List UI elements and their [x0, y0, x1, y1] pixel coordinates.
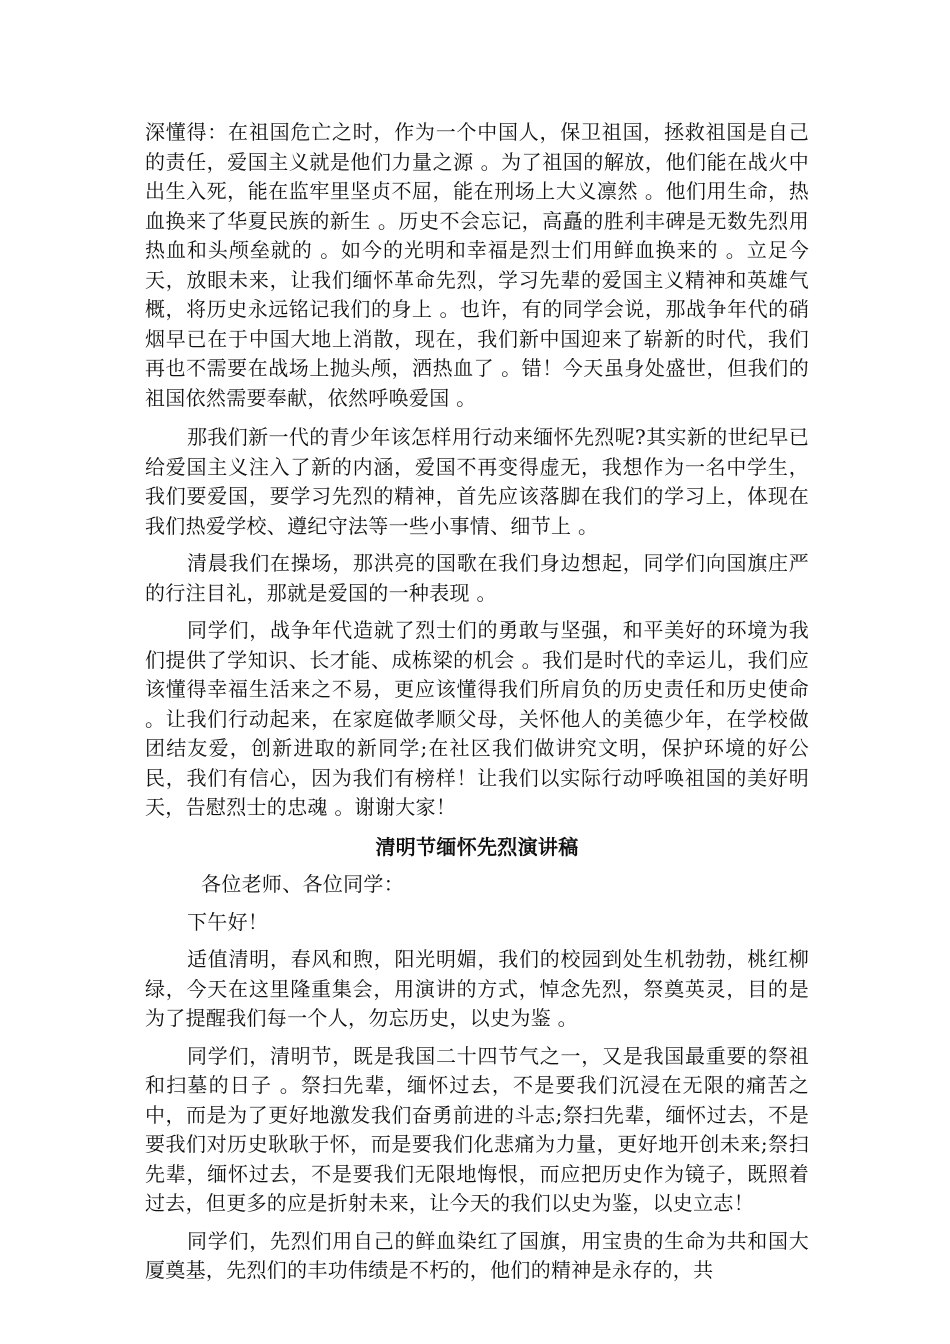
- paragraph: 适值清明，春风和煦，阳光明媚，我们的校园到处生机勃勃，桃红柳绿，今天在这里隆重集会，用演讲的方式，悼念先烈，祭奠英灵，目的是为了提醒我们每一个人，勿忘历史，以史为鉴 。: [145, 947, 809, 1030]
- greeting: 各位老师、各位同学：: [201, 872, 404, 896]
- document-page: [145, 118, 809, 1294]
- paragraph: 同学们，战争年代造就了烈士们的勇敢与坚强，和平美好的环境为我们提供了学知识、长才能、成栋梁的机会 。我们是时代的幸运儿，我们应该懂得幸福生活来之不易，更应该懂得我们所肩负的历史责任和历史使命 。让我们行动起来，在家庭做孝顺父母，关怀他人的美德少年，在学校做团结友爱，创新进取的新同学;在社区我们做讲究文明，保护环境的好公民，我们有信心，因为我们有榜样！让我们以实际行动呼唤祖国的美好明天，告慰烈士的忠魂 。谢谢大家！: [145, 618, 809, 819]
- speech-title: 清明节缅怀先烈演讲稿: [375, 834, 579, 859]
- paragraph: 清晨我们在操场，那洪亮的国歌在我们身边想起，同学们向国旗庄严的行注目礼，那就是爱国的一种表现 。: [145, 551, 809, 605]
- paragraph-continuation: 深懂得：在祖国危亡之时，作为一个中国人，保卫祖国，拯救祖国是自己的责任，爱国主义就是他们力量之源 。为了祖国的解放，他们能在战火中出生入死，能在监牢里坚贞不屈，能在刑场上大义凛然 。他们用生命，热血换来了华夏民族的新生 。历史不会忘记，高矗的胜利丰碑是无数先烈用热血和头颅垒就的 。如今的光明和幸福是烈士们用鲜血换来的 。立足今天，放眼未来，让我们缅怀革命先烈，学习先辈的爱国主义精神和英雄气概，将历史永远铭记我们的身上 。也许，有的同学会说，那战争年代的硝烟早已在于中国大地上消散，现在，我们新中国迎来了崭新的时代，我们再也不需要在战场上抛头颅，洒热血了 。错！今天虽身处盛世，但我们的祖国依然需要奉献，依然呼唤爱国 。: [145, 120, 809, 410]
- paragraph: 那我们新一代的青少年该怎样用行动来缅怀先烈呢?其实新的世纪早已给爱国主义注入了新的内涵，爱国不再变得虚无，我想作为一名中学生，我们要爱国，要学习先烈的精神，首先应该落脚在我们的学习上，体现在我们热爱学校、遵纪守法等一些小事情、细节上 。: [145, 425, 809, 538]
- paragraph: 同学们，先烈们用自己的鲜血染红了国旗，用宝贵的生命为共和国大厦奠基，先烈们的丰功伟绩是不朽的，他们的精神是永存的，共: [145, 1228, 809, 1282]
- paragraph: 同学们，清明节，既是我国二十四节气之一，又是我国最重要的祭祖和扫墓的日子 。祭扫先辈，缅怀过去，不是要我们沉浸在无限的痛苦之中，而是为了更好地激发我们奋勇前进的斗志;祭扫先辈，缅怀过去，不是要我们对历史耿耿于怀，而是要我们化悲痛为力量，更好地开创未来;祭扫先辈，缅怀过去，不是要我们无限地悔恨，而应把历史作为镜子，既照着过去，但更多的应是折射未来，让今天的我们以史为鉴，以史立志！: [145, 1043, 809, 1215]
- salutation: 下午好！: [187, 909, 269, 934]
